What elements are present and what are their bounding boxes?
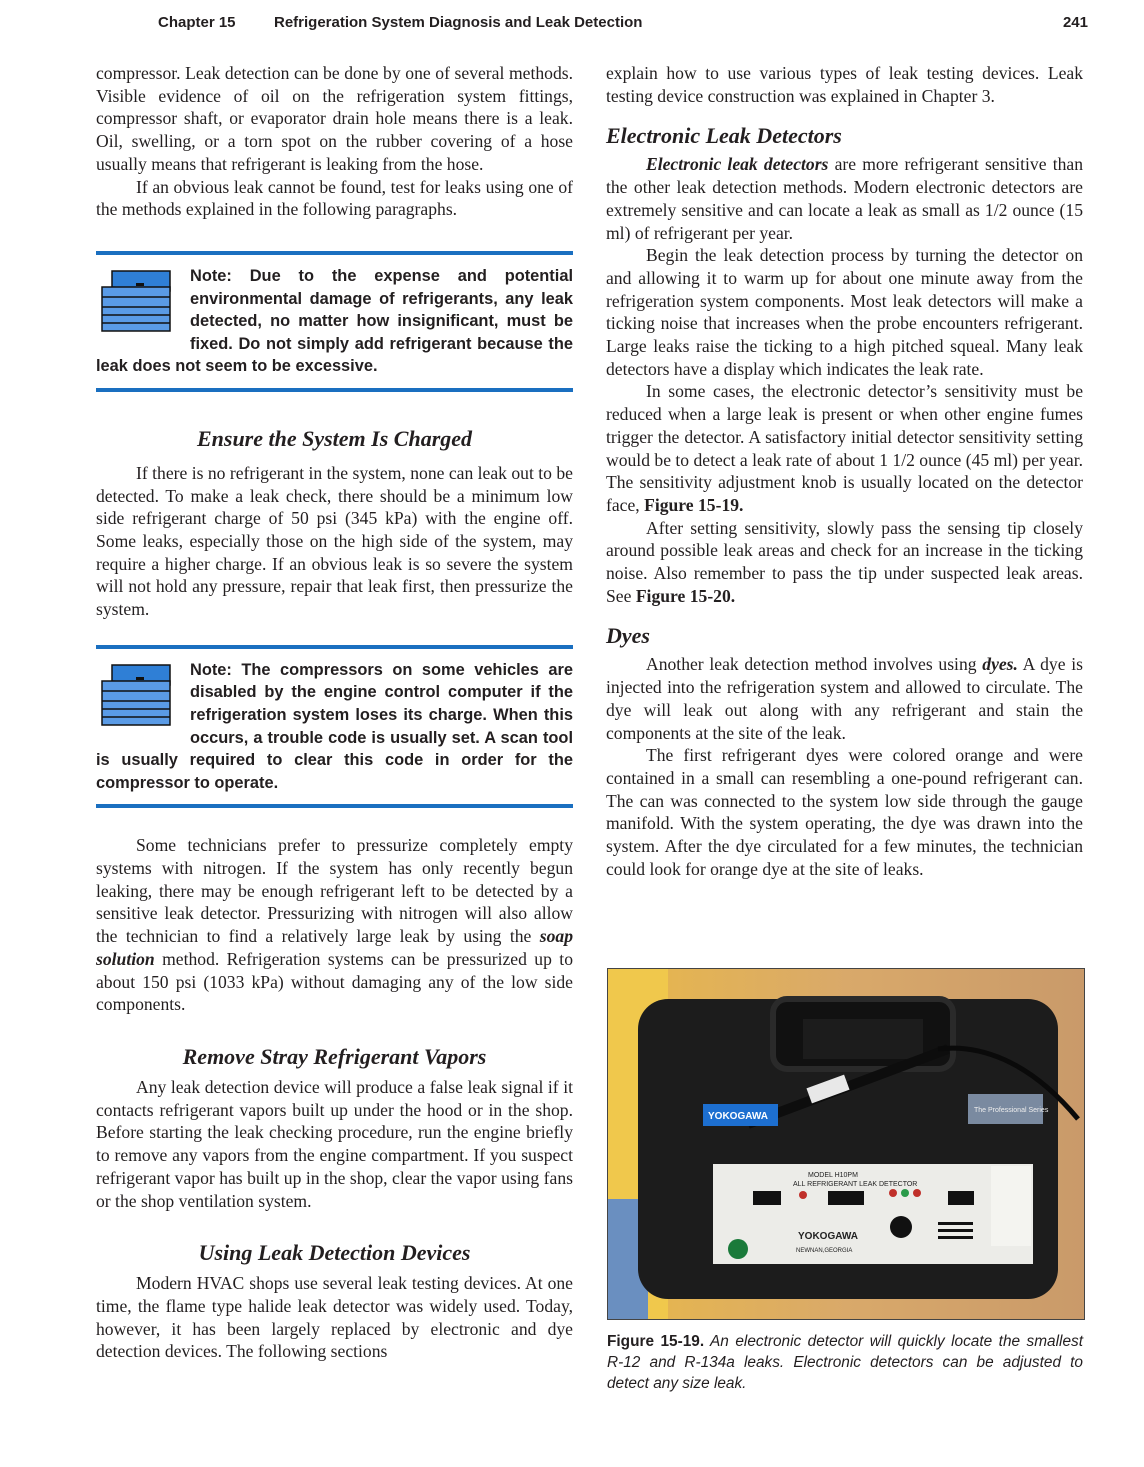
note-text: Note: Due to the expense and potential environmental damage of refrigerants, any leak detected, no matter how insignificant, must be fixed. Do not simply add refrigerant because the leak does not seem to be excessive.: [96, 266, 573, 376]
svg-text:YOKOGAWA: YOKOGAWA: [708, 1111, 769, 1122]
caption-text: An electronic detector will quickly locate the smallest R-12 and R-134a leaks. Electronic detectors can be adjusted to detect any size leak.: [607, 1333, 1083, 1392]
paragraph: Electronic leak detectors are more refrigerant sensitive than the other leak detection methods. Modern electronic detectors are extremely sensitive and can locate a leak as small as 1/2 ounce (15 ml) of refrigerant per year.: [606, 154, 1083, 243]
paragraph: Modern HVAC shops use several leak testing devices. At one time, the flame type halide leak detector was widely used. Today, however, it has been largely replaced by electronic and dye detection devices. The following sections: [96, 1273, 573, 1362]
note-box: [96, 251, 573, 392]
figure-caption: [607, 1331, 1083, 1394]
key-term: soap solution: [96, 926, 573, 969]
paragraph: Another leak detection method involves using dyes. A dye is injected into the refrigeration system and allowed to circulate. The dye will leak out along with any refrigerant and stain the components at the site of the leak.: [606, 654, 1083, 743]
svg-text:The Professional Series: The Professional Series: [974, 1107, 1049, 1114]
paragraph: Some technicians prefer to pressurize completely empty systems with nitrogen. If the system has only recently begun leaking, there may be enough refrigerant left to be detected by a sensitive leak detector. Pressurizing with nitrogen will also allow the technician to find a relatively large leak by using the soap solution method. Refrigeration systems can be pressurized up to about 150 psi (1033 kPa) without damaging any of the low side components.: [96, 835, 573, 1015]
paragraph: After setting sensitivity, slowly pass the sensing tip closely around possible leak areas and check for an increase in the ticking noise. Also remember to pass the tip under suspected leak areas. See Figure 15-20.: [606, 517, 1083, 606]
svg-text:NEWNAN,GEORGIA: NEWNAN,GEORGIA: [796, 1248, 853, 1254]
section-heading: Dyes: [606, 623, 650, 649]
key-term: dyes.: [982, 654, 1018, 675]
svg-text:YOKOGAWA: YOKOGAWA: [798, 1231, 859, 1242]
section-heading: Remove Stray Refrigerant Vapors: [182, 1044, 487, 1069]
toolbox-icon: [98, 269, 178, 333]
note-box: [96, 645, 573, 809]
svg-text:ALL REFRIGERANT LEAK DETECTOR: ALL REFRIGERANT LEAK DETECTOR: [793, 1181, 918, 1188]
paragraph: In some cases, the electronic detector’s sensitivity must be reduced when a large leak is present or when other engine fumes trigger the detector. A satisfactory initial detector sensitivity setting would be to detect a leak rate of about 1 1/2 ounce (45 ml) per year. The sensitivity adjustment knob is usually located on the detector face, Figure 15-19.: [606, 381, 1083, 515]
paragraph: explain how to use various types of leak testing devices. Leak testing device construction was explained in Chapter 3.: [606, 63, 1083, 106]
paragraph: Begin the leak detection process by turning the detector on and allowing it to warm up for about one minute away from the refrigeration system components. Most leak detectors will make a ticking noise that increases when the probe encounters refrigerant. Large leaks raise the ticking to a high pitched squeal. Many leak detectors have a display which indicates the leak rate.: [606, 245, 1083, 379]
note-text: Note: The compressors on some vehicles are disabled by the engine control computer if the refrigeration system loses its charge. When this occurs, a trouble code is usually set. A scan tool is usually required to clear this code in order for the compressor to operate.: [96, 660, 573, 792]
figure-reference: Figure 15-20.: [635, 585, 736, 606]
figure-photo: [607, 968, 1085, 1320]
section-heading: Electronic Leak Detectors: [606, 123, 842, 149]
key-term: Electronic leak detectors: [646, 154, 829, 175]
figure-reference: Figure 15-19.: [644, 494, 744, 515]
paragraph: compressor. Leak detection can be done by one of several methods. Visible evidence of oil on the refrigeration system fittings, compressor shaft, or evaporator drain hole means there is a leak. Oil, swelling, or a torn spot on the rubber covering of a hose usually means that refrigerant is leaking from the hose.: [96, 63, 573, 174]
section-heading: Using Leak Detection Devices: [198, 1240, 471, 1266]
right-column: [606, 62, 1083, 881]
paragraph: If there is no refrigerant in the system, none can leak out to be detected. To make a leak check, there should be a minimum low side refrigerant charge of 50 psi (345 kPa) with the engine off. Some leaks, especially those on the high side of the system, may require a higher charge. If an obvious leak is so severe the system will not hold any pressure, repair that leak first, then pressurize the system.: [96, 462, 573, 620]
left-column: [96, 62, 573, 1363]
figure-label: Figure 15-19.: [607, 1333, 705, 1350]
chapter-title: Refrigeration System Diagnosis and Leak Detection: [274, 14, 643, 31]
chapter-label: Chapter 15: [158, 14, 236, 31]
section-heading: Ensure the System Is Charged: [196, 425, 473, 451]
svg-text:MODEL H10PM: MODEL H10PM: [808, 1172, 858, 1179]
toolbox-icon: [98, 663, 178, 727]
leak-detector-photo: [608, 969, 1084, 1319]
page-number: 241: [1062, 14, 1088, 31]
running-header: [96, 10, 1088, 38]
paragraph: If an obvious leak cannot be found, test for leaks using one of the methods explained in the following paragraphs.: [96, 176, 573, 220]
paragraph: The first refrigerant dyes were colored orange and were contained in a small can resembling a one-pound refrigerant can. The can was connected to the system low side through the gauge manifold. With the system operating, the dye was drawn into the system. After the dye circulated for a few minutes, the technician could look for orange dye at the site of leaks.: [606, 745, 1083, 879]
paragraph: Any leak detection device will produce a false leak signal if it contacts refrigerant vapors built up under the hood or in the shop. Before starting the leak checking procedure, run the engine briefly to remove any vapors from the engine compartment. If you suspect refrigerant vapor has built up in the shop, clear the vapor using fans or the shop ventilation system.: [96, 1077, 573, 1211]
